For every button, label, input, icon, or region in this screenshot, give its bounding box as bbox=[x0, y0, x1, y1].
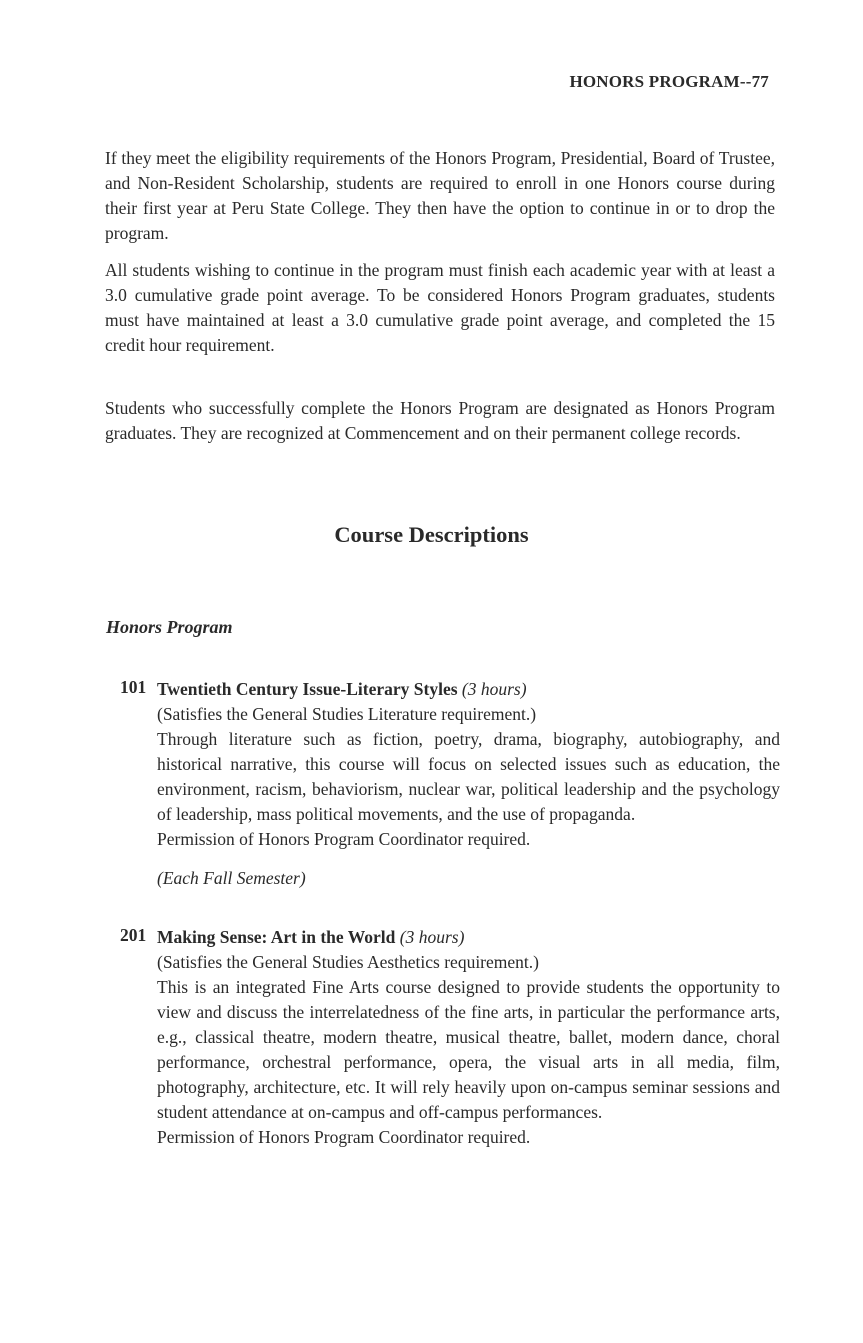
course-requirement: (Satisfies the General Studies Aesthetics requirement.) bbox=[157, 952, 539, 972]
course-entry-101 bbox=[120, 677, 780, 891]
course-body bbox=[157, 677, 780, 891]
course-entry-201 bbox=[120, 925, 780, 1150]
course-hours: (3 hours) bbox=[461, 679, 527, 699]
course-permission: Permission of Honors Program Coordinator required. bbox=[157, 1127, 531, 1147]
course-permission: Permission of Honors Program Coordinator required. bbox=[157, 829, 531, 849]
course-requirement: (Satisfies the General Studies Literature requirement.) bbox=[157, 704, 537, 724]
section-title: Course Descriptions bbox=[334, 522, 529, 547]
course-number: 101 bbox=[120, 677, 147, 697]
course-number: 201 bbox=[120, 925, 147, 945]
intro-paragraph-gpa-requirement: All students wishing to continue in the program must finish each academic year with at least a 3.0 cumulative grade point average. To be considered Honors Program graduates, students must have maintained at least a 3.0 cumulative grade point average, and completed the 15 credit hour requirement. bbox=[105, 260, 775, 355]
course-term: (Each Fall Semester) bbox=[157, 868, 306, 888]
subsection-title: Honors Program bbox=[106, 617, 233, 637]
course-hours: (3 hours) bbox=[399, 927, 465, 947]
intro-paragraph-eligibility: If they meet the eligibility requirements of the Honors Program, Presidential, Board of Trustee, and Non-Resident Scholarship, students are required to enroll in one Honors course during their first year at Peru State College. They then have the option to continue in or to drop the program. bbox=[105, 148, 775, 243]
course-description: Through literature such as fiction, poetry, drama, biography, autobiography, and historical narrative, this course will focus on selected issues such as education, the environment, racism, behaviorism, nuclear war, political leadership and the psychology of leadership, mass political movements, and the use of propaganda. bbox=[157, 729, 780, 824]
running-head: HONORS PROGRAM--77 bbox=[569, 72, 769, 91]
intro-paragraph-graduates: Students who successfully complete the Honors Program are designated as Honors Program graduates. They are recognized at Commencement and on their permanent college records. bbox=[105, 398, 775, 443]
course-body bbox=[157, 925, 780, 1150]
course-description: This is an integrated Fine Arts course designed to provide students the opportunity to view and discuss the interrelatedness of the fine arts, in particular the performance arts, e.g., classical theatre, modern theatre, musical theatre, ballet, modern dance, choral performance, orchestral performance, opera, the visual arts in all media, film, photography, architecture, etc. It will rely heavily upon on-campus seminar sessions and student attendance at on-campus and off-campus performances. bbox=[157, 977, 780, 1122]
course-title: Making Sense: Art in the World bbox=[157, 927, 396, 947]
course-title: Twentieth Century Issue-Literary Styles bbox=[157, 679, 458, 699]
